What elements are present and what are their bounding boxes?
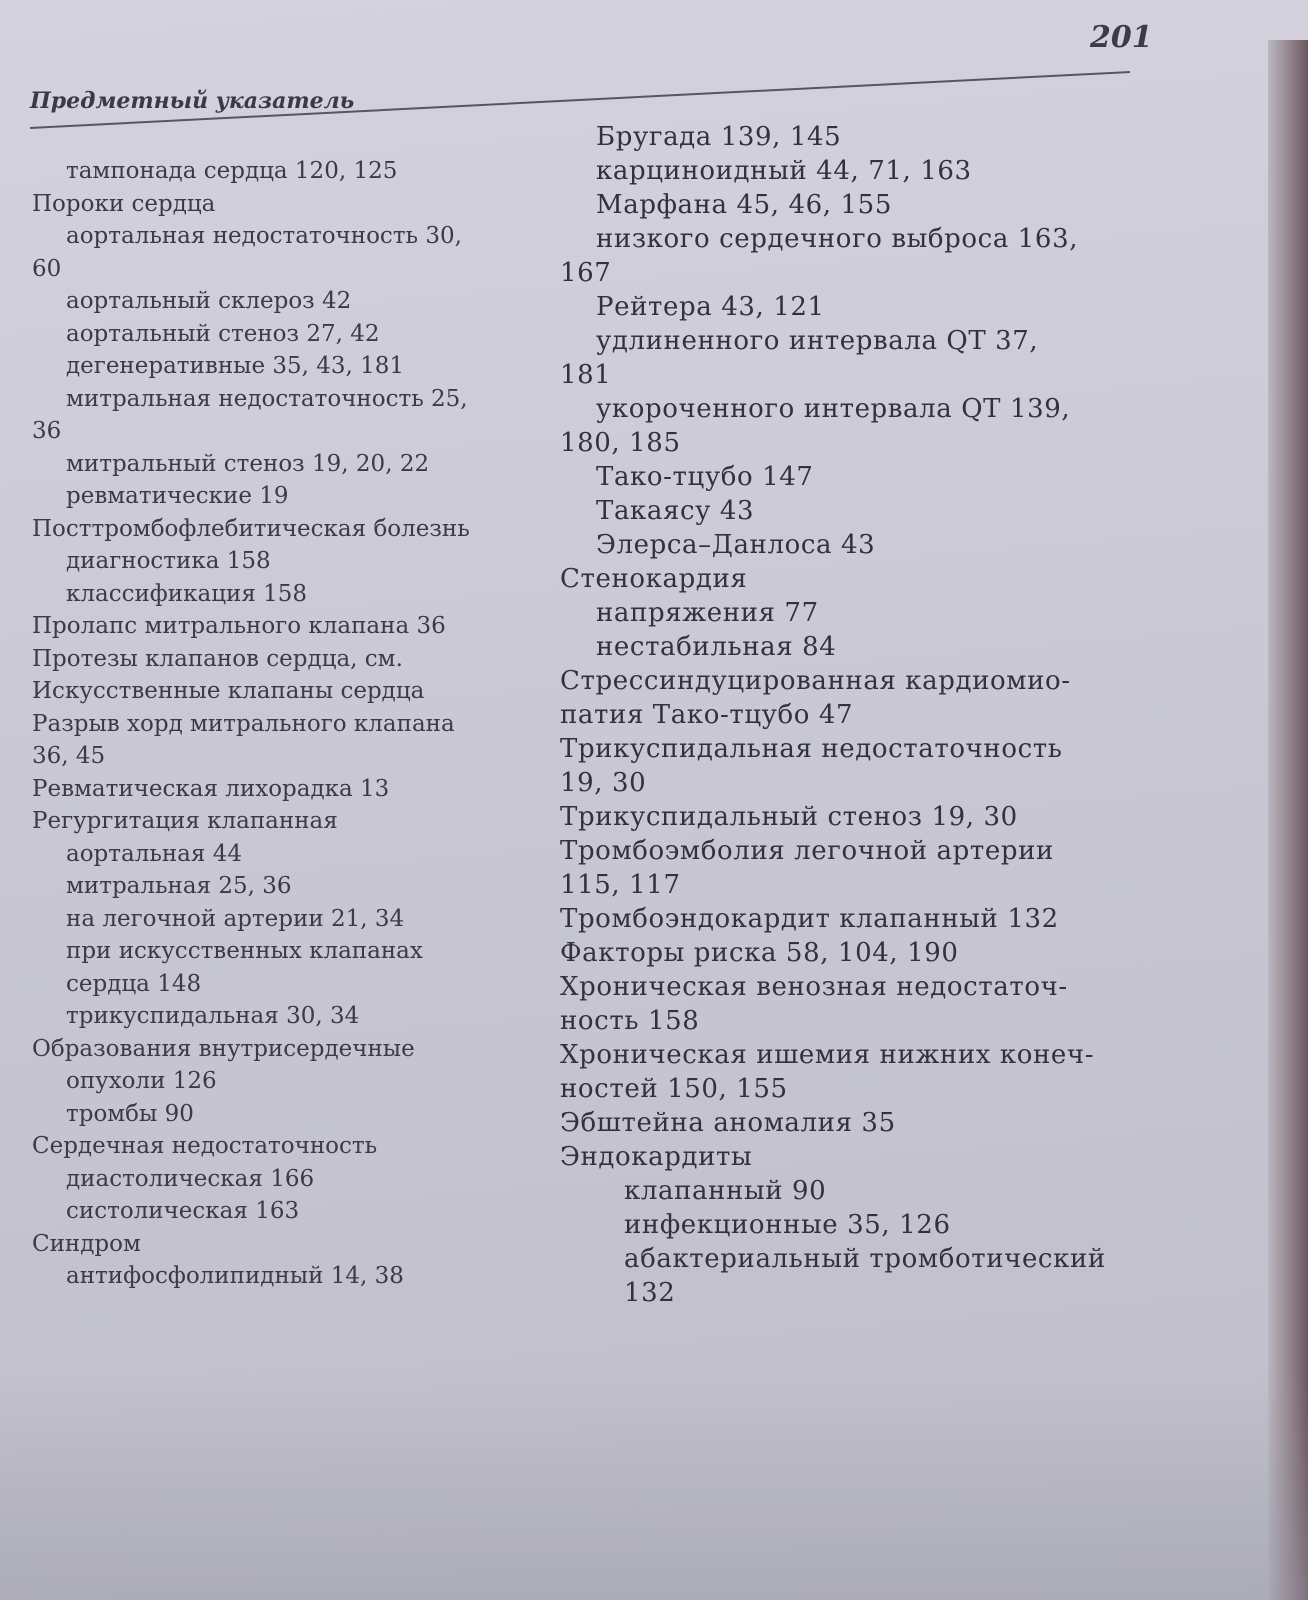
index-entry: Такаясу 43: [596, 496, 755, 526]
index-entry: диастолическая 166: [66, 1165, 315, 1192]
index-heading: Трикуспидальный стеноз 19, 30: [560, 802, 1018, 832]
index-heading: Стрессиндуцированная кардиомио-: [560, 666, 1071, 696]
index-entry: инфекционные 35, 126: [624, 1210, 951, 1240]
index-entry: трикуспидальная 30, 34: [66, 1003, 360, 1029]
index-column-right: [560, 120, 1200, 1310]
index-heading: Тромбоэндокардит клапанный 132: [560, 904, 1059, 934]
index-entry-continued: 36: [32, 418, 62, 444]
index-entry: клапанный 90: [624, 1176, 827, 1206]
index-entry: карциноидный 44, 71, 163: [596, 156, 972, 186]
index-entry: антифосфолипидный 14, 38: [66, 1263, 404, 1289]
index-entry: митральный стеноз 19, 20, 22: [66, 450, 430, 477]
page-edge: [1268, 40, 1308, 1600]
index-entry-continued: 132: [624, 1278, 676, 1308]
index-column-left: [32, 155, 537, 1293]
index-heading: Пролапс митрального клапана 36: [32, 613, 446, 639]
index-heading: Разрыв хорд митрального клапана: [32, 710, 455, 737]
index-entry: напряжения 77: [596, 598, 819, 628]
index-entry: удлиненного интервала QT 37,: [596, 326, 1039, 356]
index-entry: классификация 158: [66, 580, 308, 607]
index-entry: тромбы 90: [66, 1100, 194, 1127]
index-entry: митральная 25, 36: [66, 873, 292, 899]
index-entry-continued: сердца 148: [66, 970, 202, 997]
index-heading: Хроническая венозная недостаточ-: [560, 972, 1068, 1002]
index-heading: Посттромбофлебитическая болезнь: [32, 515, 470, 542]
index-heading: Хроническая ишемия нижних конеч-: [560, 1040, 1095, 1070]
index-entry-continued: 180, 185: [560, 428, 681, 458]
index-heading: Пороки сердца: [32, 190, 216, 217]
index-entry: низкого сердечного выброса 163,: [596, 224, 1079, 254]
index-entry-continued: ностей 150, 155: [560, 1074, 788, 1104]
index-entry: аортальная недостаточность 30,: [66, 223, 462, 249]
index-heading: Трикуспидальная недостаточность: [560, 734, 1063, 764]
index-entry: на легочной артерии 21, 34: [66, 905, 405, 932]
page-number: 201: [1090, 20, 1153, 55]
index-heading: Эндокардиты: [560, 1142, 753, 1172]
index-entry-continued: Искусственные клапаны сердца: [32, 678, 425, 704]
index-entry-continued: 167: [560, 258, 612, 288]
index-entry: аортальная 44: [66, 840, 242, 867]
index-entry-continued: 181: [560, 360, 612, 390]
index-heading: Регургитация клапанная: [32, 808, 338, 834]
running-head: Предметный указатель: [30, 88, 355, 114]
index-entry-continued: 36, 45: [32, 743, 106, 769]
index-entry-continued: 115, 117: [560, 870, 681, 900]
index-entry: тампонада сердца 120, 125: [66, 158, 398, 184]
index-entry-continued: патия Тако-тцубо 47: [560, 700, 854, 730]
index-heading: Факторы риска 58, 104, 190: [560, 938, 959, 968]
index-entry: систолическая 163: [66, 1198, 300, 1224]
index-entry: Бругада 139, 145: [596, 122, 842, 152]
index-entry: Марфана 45, 46, 155: [596, 190, 892, 220]
page-shadow: [0, 1370, 1308, 1600]
index-entry: ревматические 19: [66, 483, 289, 509]
index-heading: Протезы клапанов сердца, см.: [32, 645, 403, 672]
index-entry: митральная недостаточность 25,: [66, 385, 468, 412]
index-entry: Рейтера 43, 121: [596, 292, 825, 322]
index-entry: аортальный стеноз 27, 42: [66, 320, 380, 347]
index-entry: диагностика 158: [66, 548, 271, 574]
index-entry-continued: 19, 30: [560, 768, 647, 798]
index-entry: абактериальный тромботический: [624, 1244, 1106, 1274]
index-entry: дегенеративные 35, 43, 181: [66, 353, 405, 379]
index-heading: Ревматическая лихорадка 13: [32, 775, 390, 802]
index-entry: Элерса–Данлоса 43: [596, 530, 876, 560]
index-heading: Образования внутрисердечные: [32, 1035, 415, 1062]
index-heading: Эбштейна аномалия 35: [560, 1108, 896, 1138]
index-heading: Сердечная недостаточность: [32, 1133, 378, 1159]
index-entry-continued: ность 158: [560, 1006, 700, 1036]
index-entry-continued: 60: [32, 255, 62, 282]
index-heading: Тромбоэмболия легочной артерии: [560, 836, 1054, 866]
index-entry: нестабильная 84: [596, 632, 837, 662]
index-entry: Тако-тцубо 147: [596, 462, 814, 492]
index-heading: Синдром: [32, 1230, 141, 1257]
index-heading: Стенокардия: [560, 564, 748, 594]
index-entry: опухоли 126: [66, 1068, 217, 1094]
index-entry: укороченного интервала QT 139,: [596, 394, 1071, 424]
index-entry: при искусственных клапанах: [66, 938, 423, 964]
index-entry: аортальный склероз 42: [66, 288, 352, 314]
